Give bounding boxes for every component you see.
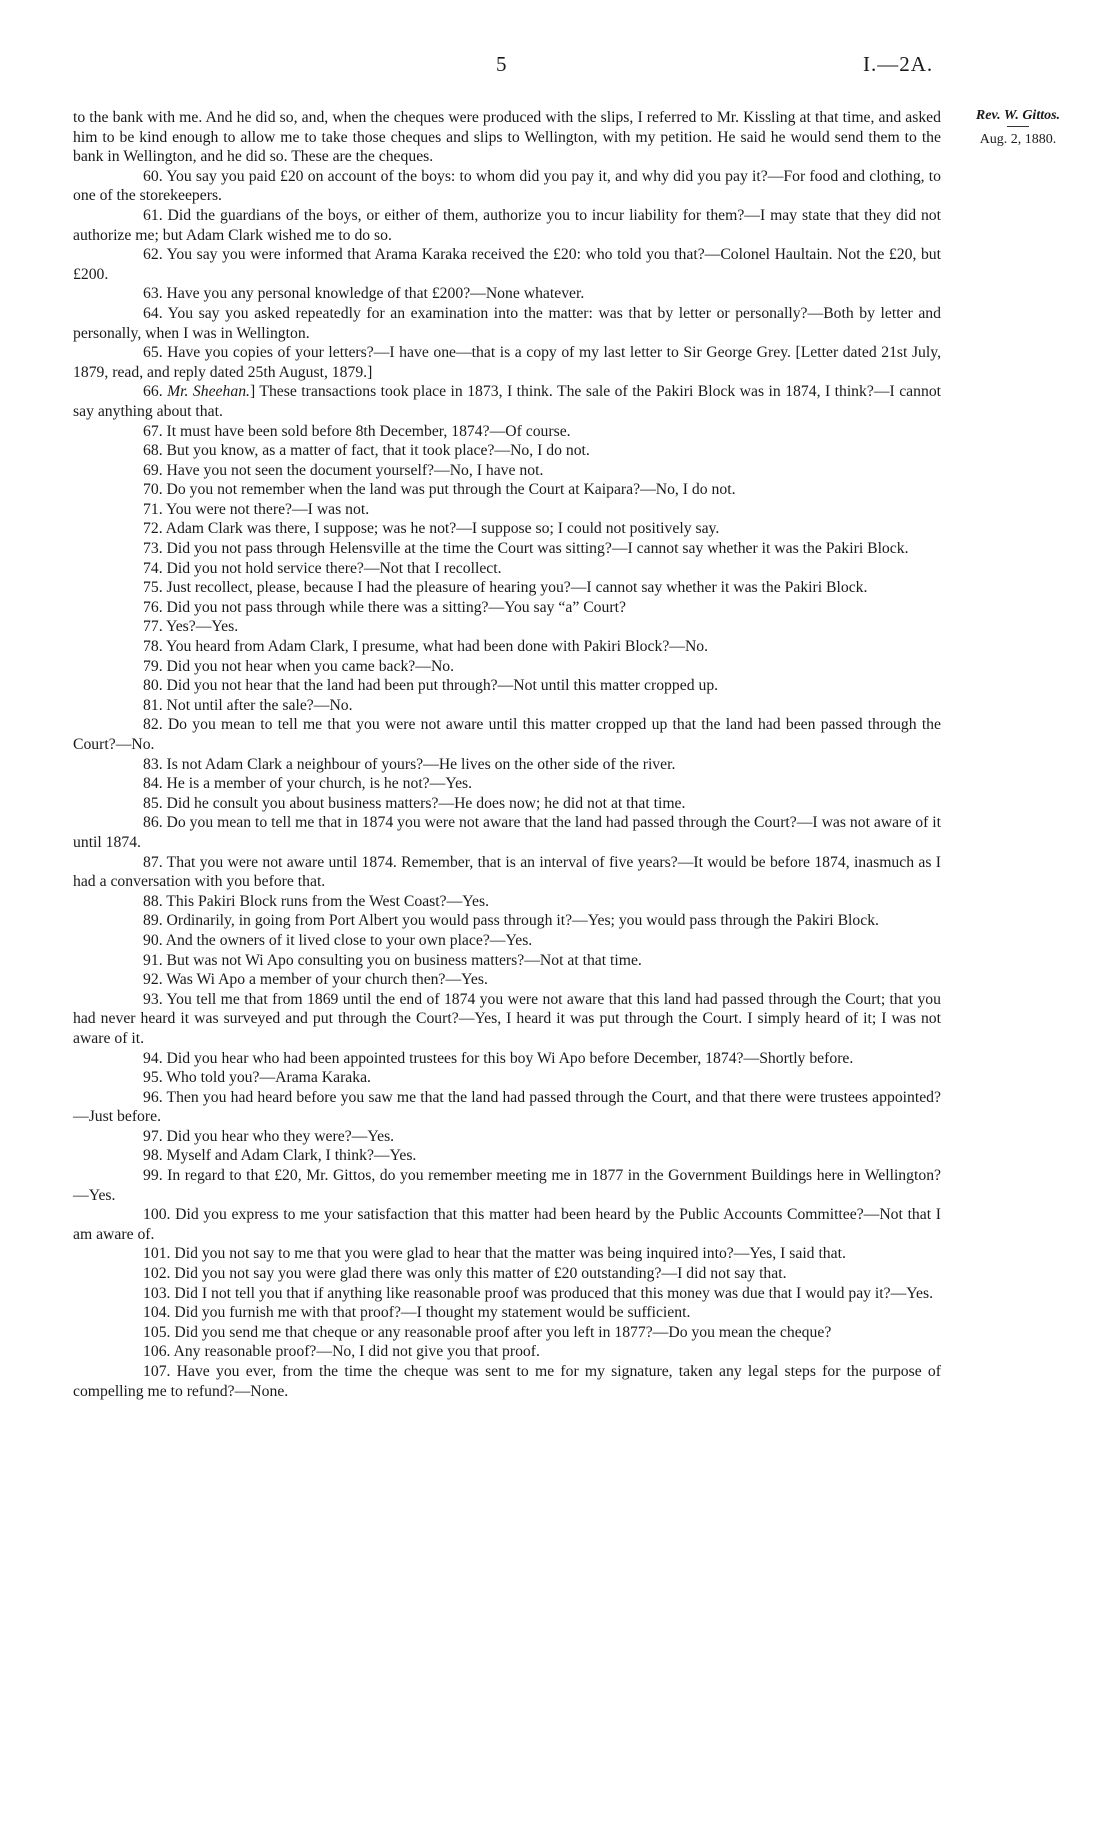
testimony-paragraph: to the bank with me. And he did so, and, when the cheques were produced with the slips, I referred to Mr. Kissling at that time, and asked him to be kind enough to allow me to take those cheques and slips to Wellington, with my petition. He said he would send them to the bank in Wellington, and he did so. These are the cheques. bbox=[73, 109, 941, 166]
testimony-paragraph: 82. Do you mean to tell me that you were not aware until this matter cropped up that the land had been passed through the Court?—No. bbox=[73, 716, 941, 753]
testimony-paragraph: 61. Did the guardians of the boys, or either of them, authorize you to incur liability for them?—I may state that they did not authorize me; but Adam Clark wished me to do so. bbox=[73, 206, 941, 244]
testimony-paragraph: 84. He is a member of your church, is he not?—Yes. bbox=[143, 775, 473, 793]
testimony-paragraph: 91. But was not Wi Apo consulting you on business matters?—Not at that time. bbox=[143, 951, 642, 969]
witness-name: Rev. W. Gittos. bbox=[975, 108, 1061, 123]
document-reference: I.—2A. bbox=[863, 52, 934, 76]
testimony-paragraph: 93. You tell me that from 1869 until the end of 1874 you were not aware that this land had passed through the Court; that you had never heard it was surveyed and put through the Court?—Yes, I heard it was put through the Court. I simply heard of it; I was not aware of it. bbox=[73, 990, 941, 1047]
testimony-paragraph: 73. Did you not pass through Helensville at the time the Court was sitting?—I cannot say whether it was the Pakiri Block. bbox=[143, 540, 909, 558]
testimony-paragraph: 67. It must have been sold before 8th December, 1874?—Of course. bbox=[143, 422, 571, 440]
testimony-paragraph: 90. And the owners of it lived close to your own place?—Yes. bbox=[143, 931, 533, 949]
testimony-paragraph: 92. Was Wi Apo a member of your church then?—Yes. bbox=[143, 971, 488, 989]
margin-divider bbox=[1007, 126, 1029, 127]
testimony-paragraph: 87. That you were not aware until 1874. Remember, that is an interval of five years?—It would be before 1874, inasmuch as I had a conversation with you before that. bbox=[73, 853, 941, 891]
testimony-paragraph: 106. Any reasonable proof?—No, I did not give you that proof. bbox=[143, 1343, 540, 1361]
speaker-name: Mr. Sheehan. bbox=[167, 383, 250, 401]
testimony-paragraph: 79. Did you not hear when you came back?—No. bbox=[143, 657, 455, 675]
testimony-paragraph: 75. Just recollect, please, because I had the pleasure of hearing you?—I cannot say whether it was the Pakiri Block. bbox=[143, 579, 868, 597]
testimony-paragraph: 104. Did you furnish me with that proof?—I thought my statement would be sufficient. bbox=[143, 1304, 691, 1322]
testimony-paragraph: 100. Did you express to me your satisfaction that this matter had been heard by the Public Accounts Committee?—Not that I am aware of. bbox=[73, 1206, 941, 1243]
testimony-paragraph: 64. You say you asked repeatedly for an examination into the matter: was that by letter or personally?—Both by letter and personally, when I was in Wellington. bbox=[73, 304, 941, 342]
testimony-paragraph: 89. Ordinarily, in going from Port Albert you would pass through it?—Yes; you would pass through the Pakiri Block. bbox=[143, 912, 879, 930]
testimony-paragraph: 63. Have you any personal knowledge of that £200?—None whatever. bbox=[143, 285, 585, 303]
testimony-paragraph: 99. In regard to that £20, Mr. Gittos, do you remember meeting me in 1877 in the Government Buildings here in Wellington?—Yes. bbox=[73, 1167, 941, 1204]
testimony-paragraph: 71. You were not there?—I was not. bbox=[143, 500, 370, 518]
testimony-paragraph: 96. Then you had heard before you saw me that the land had passed through the Court, and that there were trustees appointed?—Just before. bbox=[73, 1088, 941, 1126]
testimony-paragraph: 95. Who told you?—Arama Karaka. bbox=[143, 1069, 371, 1087]
question-number: 66. bbox=[143, 383, 168, 401]
testimony-paragraph: 72. Adam Clark was there, I suppose; was he not?—I suppose so; I could not positively say. bbox=[143, 520, 720, 538]
testimony-paragraph: 68. But you know, as a matter of fact, that it took place?—No, I do not. bbox=[143, 442, 590, 460]
page-number: 5 bbox=[496, 52, 507, 76]
testimony-paragraph: 74. Did you not hold service there?—Not that I recollect. bbox=[143, 559, 502, 577]
testimony-paragraph: 102. Did you not say you were glad there was only this matter of £20 outstanding?—I did not say that. bbox=[143, 1265, 787, 1283]
margin-note bbox=[953, 108, 1083, 147]
testimony-paragraph: 81. Not until after the sale?—No. bbox=[143, 696, 353, 714]
testimony-paragraph: 105. Did you send me that cheque or any reasonable proof after you left in 1877?—Do you mean the cheque? bbox=[143, 1323, 832, 1341]
testimony-paragraph: 60. You say you paid £20 on account of the boys: to whom did you pay it, and why did you pay it?—For food and clothing, to one of the storekeepers. bbox=[73, 167, 941, 205]
hearing-date: Aug. 2, 1880. bbox=[979, 132, 1057, 147]
testimony-paragraph bbox=[73, 382, 941, 421]
testimony-paragraph: 77. Yes?—Yes. bbox=[143, 618, 239, 636]
testimony-paragraph: 85. Did he consult you about business matters?—He does now; he did not at that time. bbox=[143, 794, 686, 812]
testimony-body bbox=[73, 108, 941, 1401]
testimony-paragraph: 69. Have you not seen the document yourself?—No, I have not. bbox=[143, 461, 544, 479]
testimony-paragraph: 103. Did I not tell you that if anything like reasonable proof was produced that this money was due that I would pay it?—Yes. bbox=[143, 1284, 934, 1302]
paragraph-text: ] These transactions took place in 1873, I think. The sale of the Pakiri Block was in 1874, I think?—I cannot say anything about that. bbox=[73, 383, 942, 420]
testimony-paragraph: 65. Have you copies of your letters?—I have one—that is a copy of my last letter to Sir George Grey. [Letter dated 21st July, 1879, read, and reply dated 25th August, 1879.] bbox=[73, 344, 941, 381]
testimony-paragraph: 62. You say you were informed that Arama Karaka received the £20: who told you that?—Colonel Haultain. Not the £20, but £200. bbox=[73, 246, 941, 283]
testimony-paragraph: 76. Did you not pass through while there was a sitting?—You say “a” Court? bbox=[143, 598, 626, 616]
testimony-paragraph: 83. Is not Adam Clark a neighbour of yours?—He lives on the other side of the river. bbox=[143, 755, 676, 773]
testimony-paragraph: 94. Did you hear who had been appointed trustees for this boy Wi Apo before December, 1874?—Shortly before. bbox=[143, 1049, 854, 1067]
page-header bbox=[0, 52, 1114, 82]
testimony-paragraph: 98. Myself and Adam Clark, I think?—Yes. bbox=[143, 1147, 417, 1165]
testimony-paragraph: 78. You heard from Adam Clark, I presume, what had been done with Pakiri Block?—No. bbox=[143, 638, 709, 656]
testimony-paragraph: 101. Did you not say to me that you were glad to hear that the matter was being inquired into?—Yes, I said that. bbox=[143, 1245, 846, 1263]
testimony-paragraph: 88. This Pakiri Block runs from the West Coast?—Yes. bbox=[143, 892, 490, 910]
testimony-paragraph: 70. Do you not remember when the land was put through the Court at Kaipara?—No, I do not. bbox=[143, 481, 736, 499]
testimony-paragraph: 107. Have you ever, from the time the cheque was sent to me for my signature, taken any legal steps for the purpose of compelling me to refund?—None. bbox=[73, 1363, 941, 1400]
testimony-paragraph: 97. Did you hear who they were?—Yes. bbox=[143, 1127, 395, 1145]
testimony-paragraph: 86. Do you mean to tell me that in 1874 you were not aware that the land had passed through the Court?—I was not aware of it until 1874. bbox=[73, 814, 941, 851]
testimony-paragraph: 80. Did you not hear that the land had been put through?—Not until this matter cropped up. bbox=[143, 677, 719, 695]
